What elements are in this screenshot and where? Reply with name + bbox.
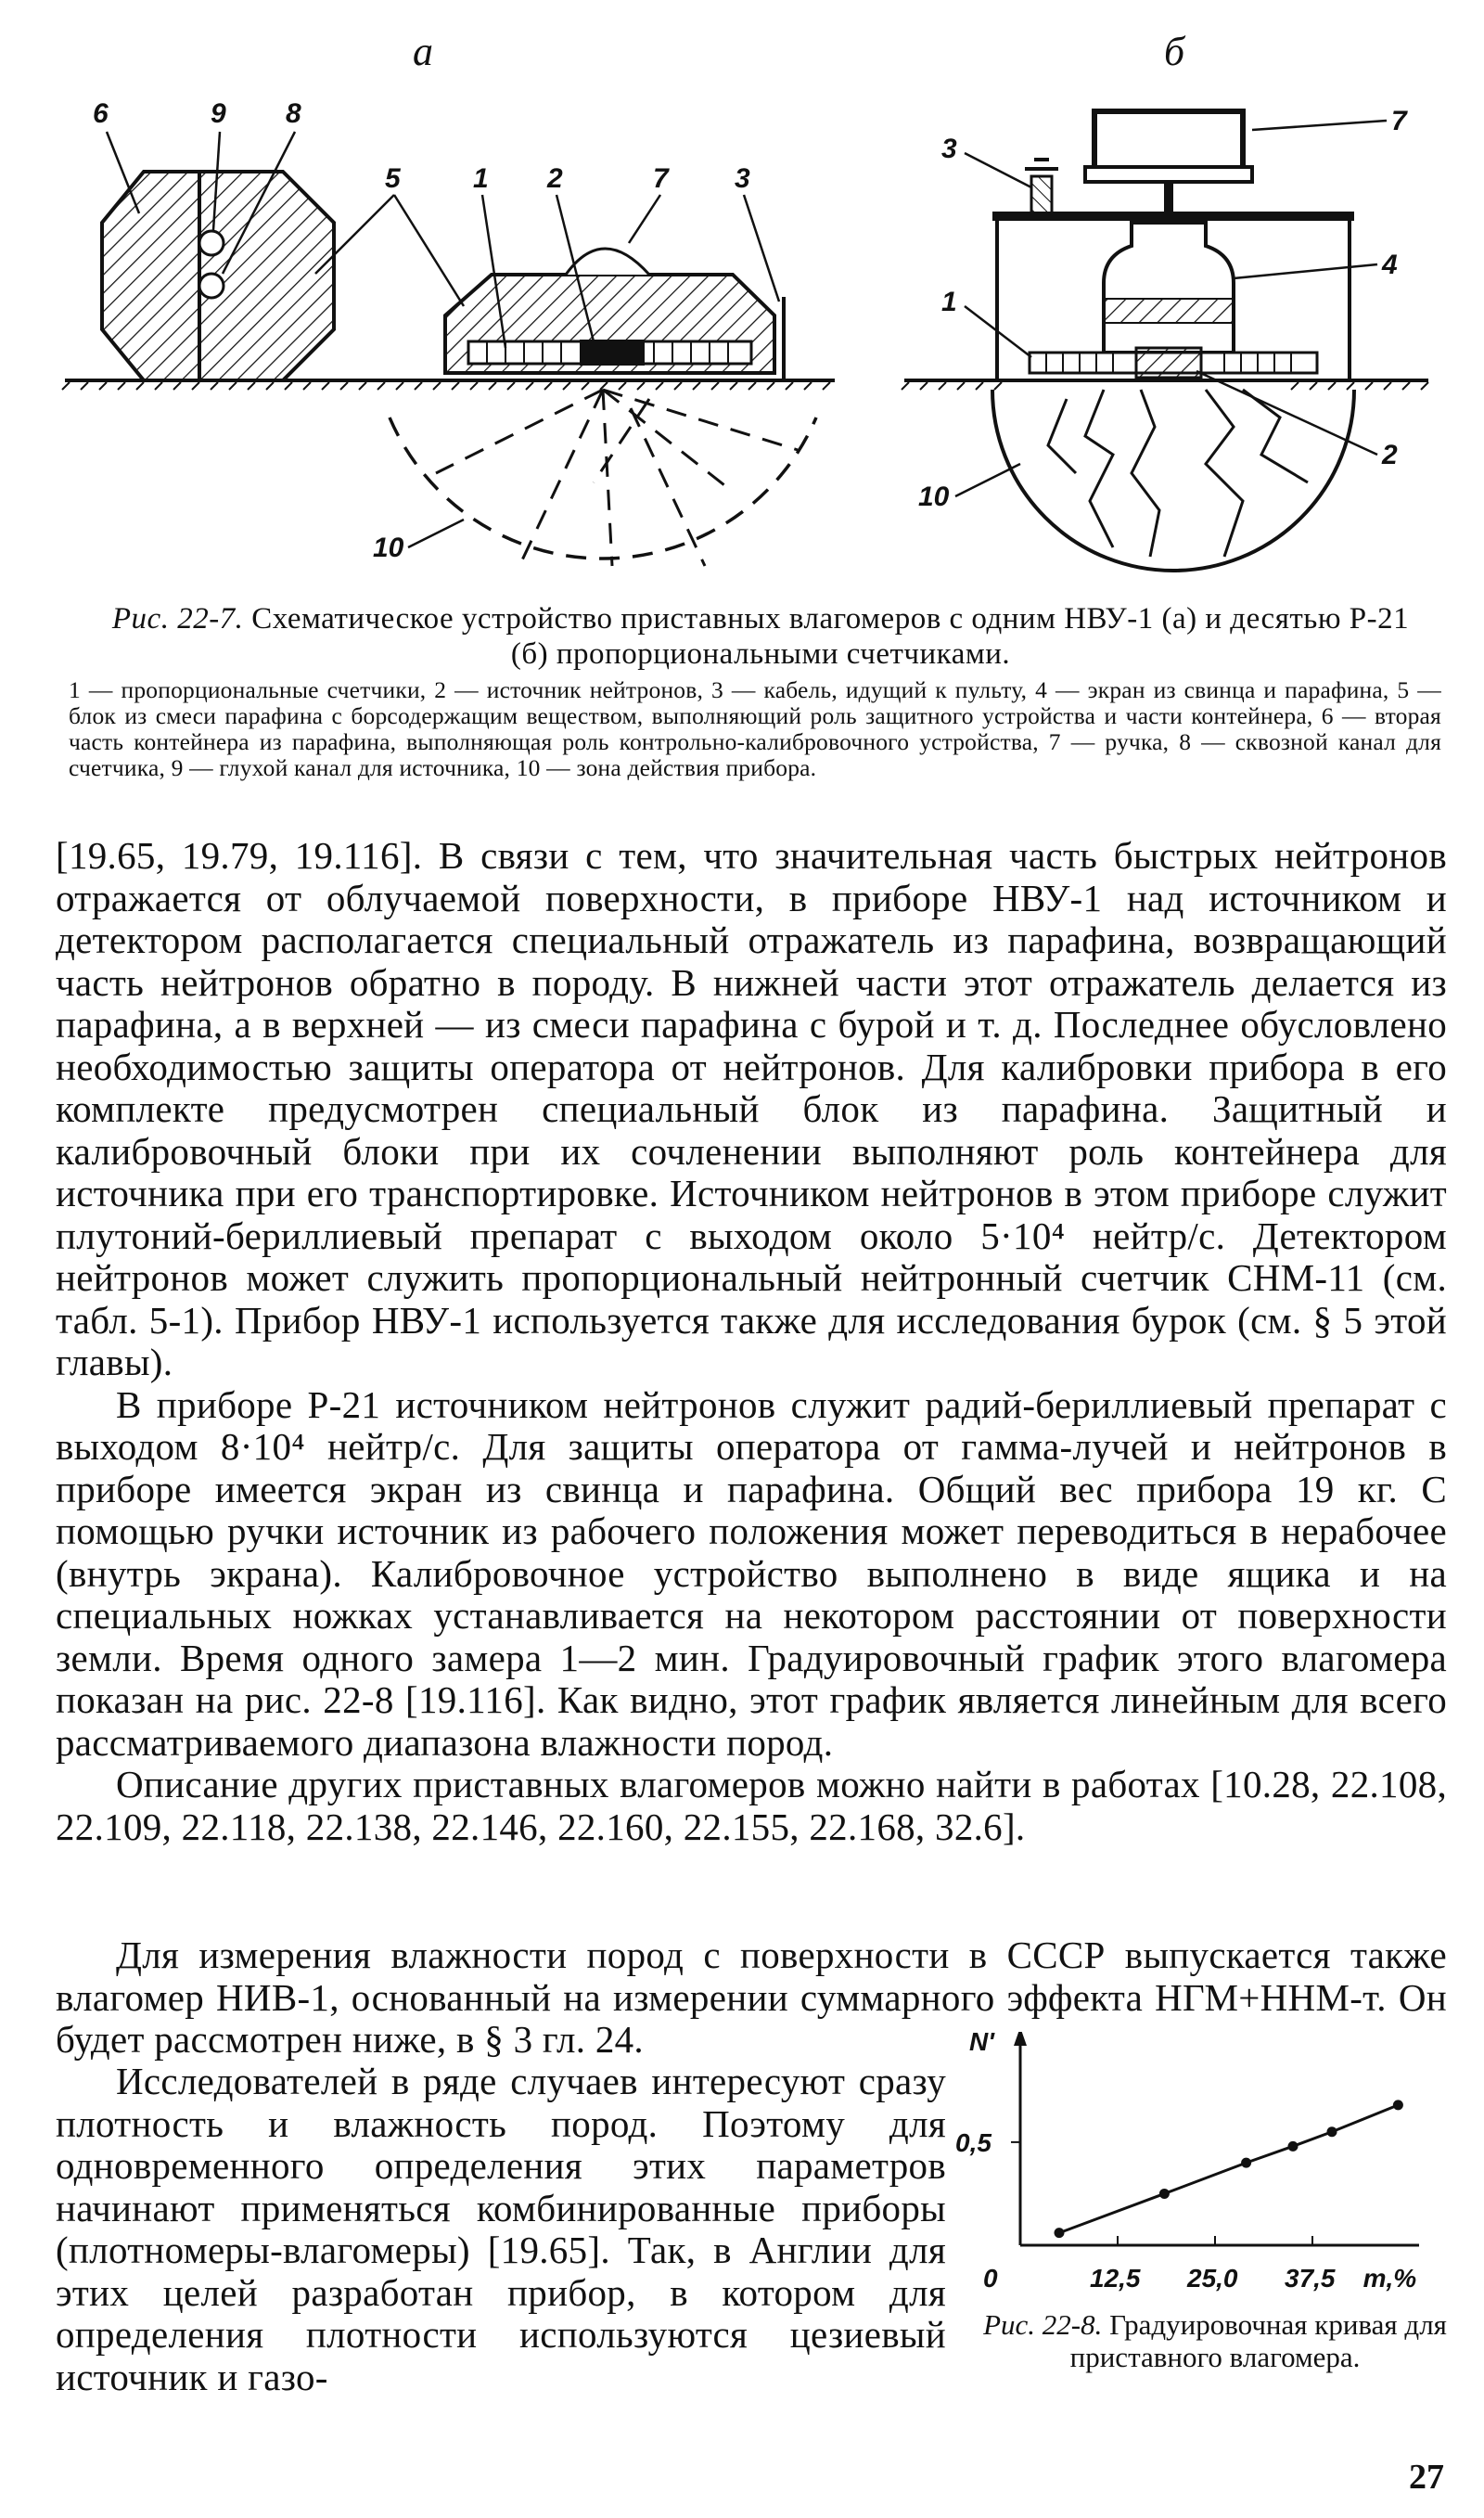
neutron-source-2 (580, 340, 645, 366)
graph-marks (1055, 2100, 1403, 2238)
y-tick-label: 0,5 (955, 2127, 991, 2157)
channel-8 (199, 274, 224, 298)
calibration-line (1059, 2105, 1398, 2233)
callout-a-5: 5 (385, 163, 401, 194)
callout-b-1: 1 (941, 287, 957, 317)
figure-22-7-caption-text: Схематическое устройство приставных влагомеров с одним НВУ-1 (а) и десятью Р-21 (б) пропорциональными счетчиками. (251, 602, 1410, 671)
x-tick-label: 37,5 (1285, 2264, 1336, 2293)
panel-a (62, 98, 835, 566)
callout-a-9: 9 (211, 98, 226, 129)
callout-a-8: 8 (286, 98, 301, 129)
callout-a-6: 6 (93, 98, 109, 129)
callout-a-1: 1 (473, 163, 489, 194)
callout-b-7: 7 (1391, 106, 1407, 136)
channel-9 (199, 231, 224, 255)
figure-22-7-ref: Рис. 22-7. (111, 602, 244, 636)
action-zone-10 (390, 418, 816, 559)
handle-7 (1094, 111, 1243, 167)
paragraph-1: [19.65, 19.79, 19.116]. В связи с тем, что значительная часть быстрых нейтронов отражается от облучаемой поверхности, в приборе НВУ-1 над источником и детектором располагается специальный отражатель из парафина, возвращающий часть нейтронов обратно в породу. В нижней части этот отражатель делается из парафина, а в верхней — из смеси парафина с бурой и т. д. Последнее обусловлено необходимостью защиты оператора от нейтронов. Для калибровки прибора в его комплекте предусмотрен специальный блок из парафина. Защитный и калибровочный блоки при их сочленении выполняют роль контейнера для источника при его транспортировке. Источником нейтронов в этом приборе служит плутоний-бериллиевый препарат с выходом около 5·10⁴ нейтр/с. Детектором нейтронов может служить пропорциональный нейтронный счетчик СНМ-11 (см. табл. 5-1). Прибор НВУ-1 используется также для исследования бурок (см. § 5 этой главы). (56, 834, 1447, 1383)
figure-22-8-caption (974, 2308, 1456, 2373)
data-point (1288, 2141, 1298, 2152)
y-axis-arrow (1014, 2032, 1027, 2046)
handle-dome-7 (566, 249, 649, 275)
legend-text: 1 — пропорциональные счетчики, 2 — источник нейтронов, 3 — кабель, идущий к пульту, 4 — экран из свинца и парафина, 5 — блок из смеси парафина с борсодержащим веществом, выполняющий роль защитного устройства и части контейнера, 6 — вторая часть контейнера из парафина, выполняющая роль контрольно-калибровочного устройства, 7 — ручка, 8 — сквозной канал для счетчика, 9 — глухой канал для источника, 10 — зона действия прибора. (69, 676, 1441, 781)
body-text-full (56, 835, 1447, 1848)
x-tick-label: 12,5 (1090, 2264, 1141, 2293)
panel-b (902, 106, 1428, 571)
action-zone-b-10 (992, 390, 1354, 571)
screen-4 (1104, 223, 1234, 353)
callout-a-7: 7 (653, 163, 669, 194)
data-point (1055, 2228, 1065, 2238)
handle-bar (1085, 167, 1252, 182)
figure-22-7-caption (111, 601, 1410, 672)
figure-22-7-drawing (0, 84, 1484, 594)
screen-layer (1104, 299, 1234, 323)
x-axis-label: m,% (1362, 2264, 1417, 2293)
paragraph-2: В приборе Р-21 источником нейтронов служит радий-бериллиевый препарат с выходом 8·10⁴ нейтр/с. Для защиты оператора от гамма-лучей и нейтронов в приборе имеется экран из свинца и парафина. Общий вес прибора 19 кг. С помощью ручки источник из рабочего положения может переводиться в нерабочее (внутрь экрана). Калибровочное устройство выполнено в виде ящика и на специальных ножках устанавливается на некотором расстоянии от поверхности земли. Время одного замера 1—2 мин. Градуировочный график этого влагомера показан на рис. 22-8 [19.116]. Как видно, этот график является линейным для всего рассматриваемого диапазона влажности пород. (56, 1382, 1447, 1764)
figure-panel-b-label: б (1164, 29, 1185, 74)
callout-b-4: 4 (1382, 250, 1398, 280)
paragraph-4: Для измерения влажности пород с поверхности в СССР выпускается также влагомер НИВ-1, основанный на измерении суммарного эффекта НГМ+ННМ-т. Он будет рассмотрен ниже, в § 3 гл. 24. (56, 1933, 1447, 2061)
figure-panel-a-label: а (413, 29, 433, 74)
callout-b-2: 2 (1382, 440, 1398, 470)
paragraph-3: Описание других приставных влагомеров можно найти в работах [10.28, 22.108, 22.109, 22.118, 22.138, 22.146, 22.160, 22.155, 22.168, 32.6]. (56, 1763, 1447, 1848)
callout-b-10: 10 (918, 482, 950, 512)
x-tick-label: 25,0 (1187, 2264, 1238, 2293)
figure-22-8-caption-text: Градуировочная кривая для приставного влагомера. (1069, 2308, 1447, 2373)
data-point (1159, 2189, 1170, 2199)
ground-ticks-a (62, 382, 830, 390)
callout-a-10: 10 (373, 533, 404, 563)
y-axis-label: N' (969, 2032, 994, 2056)
data-point (1393, 2100, 1403, 2110)
graph-axes (955, 2032, 1419, 2293)
callout-b-3: 3 (941, 134, 957, 164)
paragraph-5: Исследователей в ряде случаев интересуют сразу плотность и влажность пород. Поэтому для одновременного определения этих параметров начинают применяться комбинированные приборы (плотномеры-влагомеры) [19.65]. Так, в Англии для этих целей разработан прибор, в котором для определения плотности используются цезиевый источник и газо- (56, 2060, 946, 2398)
page-number: 27 (1409, 2458, 1444, 2497)
data-point (1327, 2126, 1337, 2137)
x-tick-label: 0 (983, 2264, 998, 2293)
figure-22-7-legend (69, 677, 1441, 781)
data-point (1241, 2158, 1251, 2168)
figure-22-8-ref: Рис. 22-8. (983, 2308, 1103, 2341)
callout-a-3: 3 (735, 163, 750, 194)
callout-a-2: 2 (547, 163, 563, 194)
figure-22-8-graph (955, 2032, 1456, 2301)
source-2 (1136, 348, 1201, 378)
body-text-narrow (56, 2061, 946, 2398)
